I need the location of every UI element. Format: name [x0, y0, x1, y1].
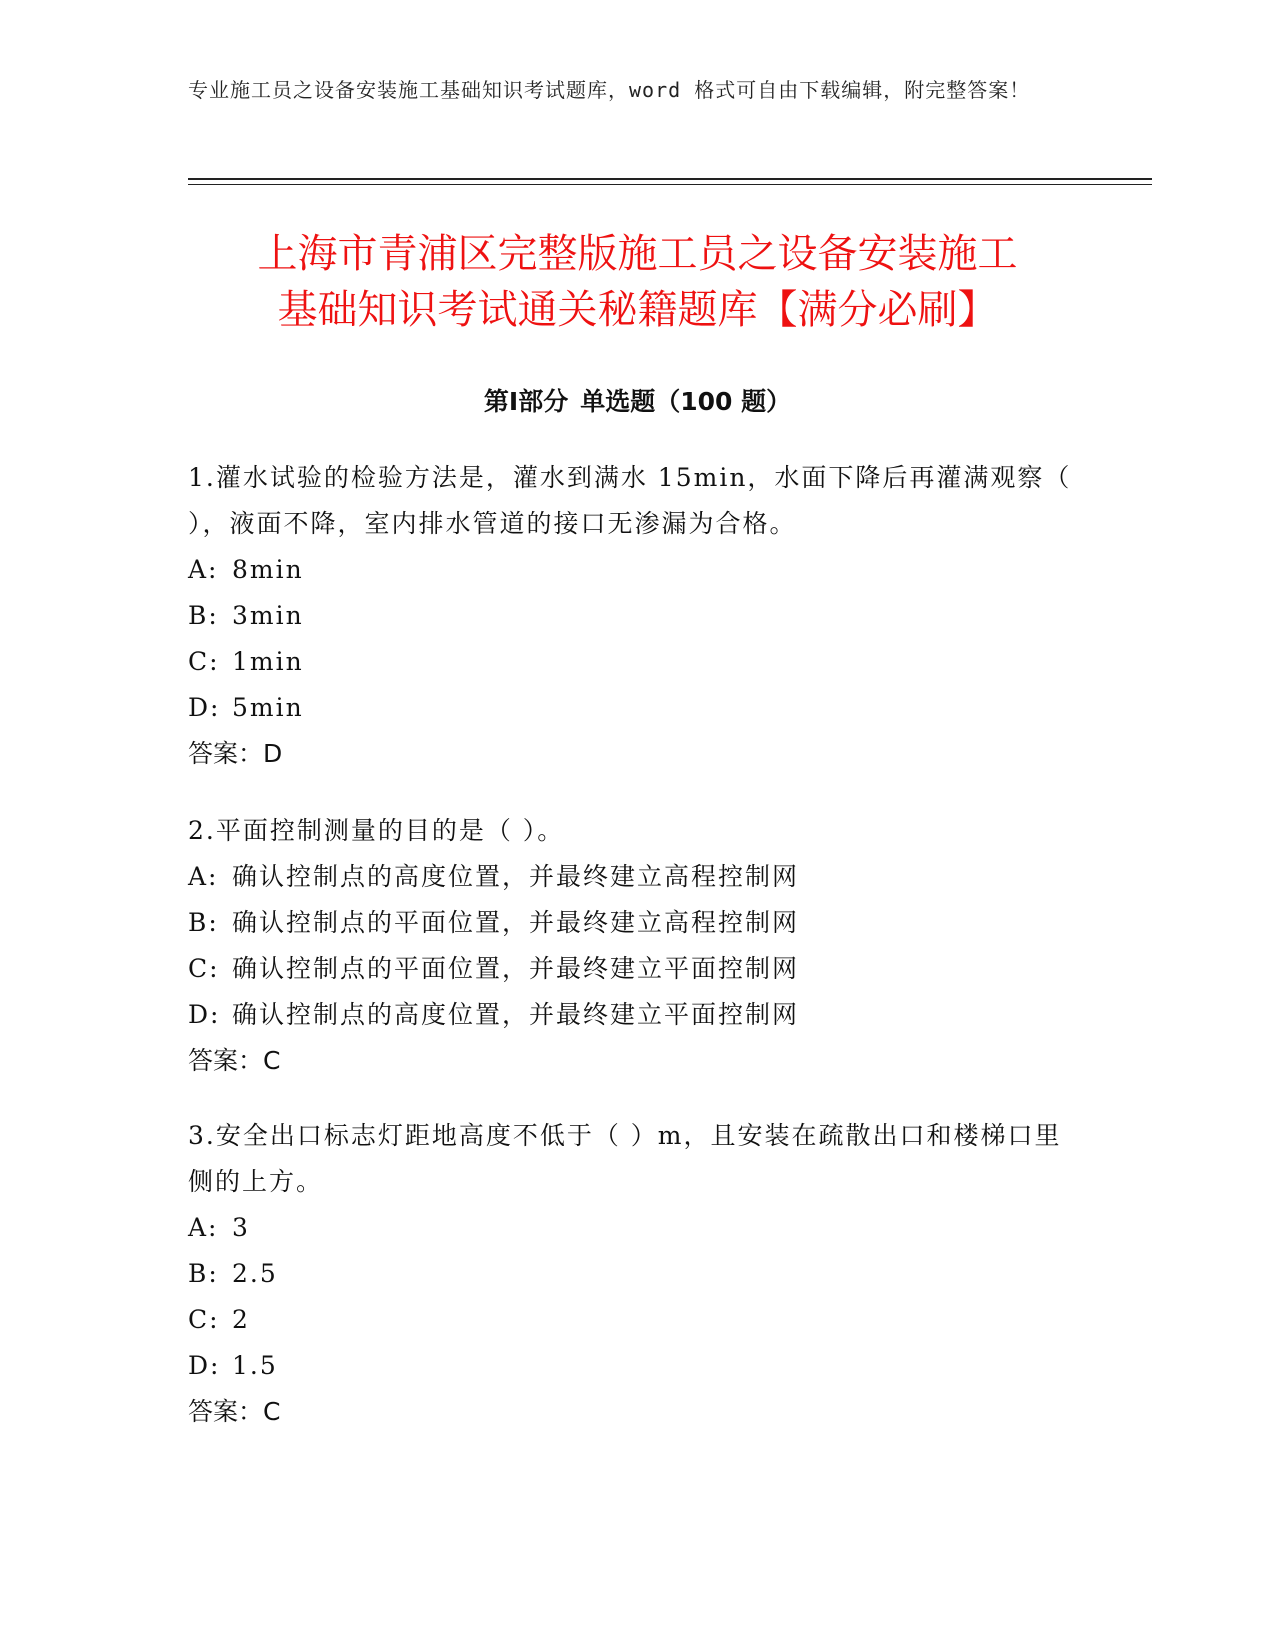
- option-text: 2: [232, 1305, 250, 1334]
- option-text: 确认控制点的平面位置，并最终建立高程控制网: [232, 908, 800, 937]
- option-letter: B:: [188, 601, 219, 630]
- option-text: 确认控制点的高度位置，并最终建立平面控制网: [232, 1000, 800, 1029]
- section-heading: [0, 385, 1275, 419]
- header-note: 专业施工员之设备安装施工基础知识考试题库，word 格式可自由下载编辑，附完整答案！: [188, 78, 1031, 102]
- option-letter: B:: [188, 908, 219, 937]
- document-title-line-1: 上海市青浦区完整版施工员之设备安装施工: [257, 231, 1018, 277]
- question-stem: 2.平面控制测量的目的是（ ）。: [188, 816, 565, 845]
- option-letter: C:: [188, 1305, 220, 1334]
- option-letter: D:: [188, 1351, 221, 1380]
- answer: 答案：C: [188, 1046, 281, 1075]
- answer: 答案：D: [188, 739, 283, 768]
- option-text: 确认控制点的高度位置，并最终建立高程控制网: [232, 862, 800, 891]
- option-a: [188, 547, 1088, 593]
- option-letter: C:: [188, 647, 220, 676]
- option-text: 8min: [232, 555, 304, 584]
- option-letter: B:: [188, 1259, 219, 1288]
- option-a: [188, 1205, 1088, 1251]
- option-c: [188, 639, 1088, 685]
- question-stem: 3.安全出口标志灯距地高度不低于（ ）m，且安装在疏散出口和楼梯口里侧的上方。: [188, 1121, 1062, 1196]
- document-title: [150, 226, 1125, 338]
- option-d: [188, 1343, 1088, 1389]
- question-2: [188, 808, 1088, 1084]
- option-text: 3: [232, 1213, 250, 1242]
- option-a: [188, 854, 1088, 900]
- answer: 答案：C: [188, 1397, 281, 1426]
- option-c: [188, 946, 1088, 992]
- question-3: [188, 1113, 1088, 1435]
- option-d: [188, 992, 1088, 1038]
- option-text: 2.5: [232, 1259, 278, 1288]
- option-text: 1min: [232, 647, 304, 676]
- option-text: 5min: [232, 693, 304, 722]
- header-rule-thin: [188, 184, 1152, 185]
- section-part: 第Ⅰ部分: [483, 387, 569, 416]
- option-b: [188, 900, 1088, 946]
- question-stem: 1.灌水试验的检验方法是，灌水到满水 15min，水面下降后再灌满观察（ ），液面不降，室内排水管道的接口无渗漏为合格。: [188, 463, 1072, 538]
- option-text: 确认控制点的平面位置，并最终建立平面控制网: [232, 954, 800, 983]
- header-rule-thick: [188, 178, 1152, 180]
- document-title-line-2: 基础知识考试通关秘籍题库【满分必刷】: [277, 287, 998, 333]
- option-b: [188, 593, 1088, 639]
- option-letter: A:: [188, 1213, 219, 1242]
- section-name: 单选题（100 题）: [580, 387, 792, 416]
- option-letter: D:: [188, 1000, 221, 1029]
- option-c: [188, 1297, 1088, 1343]
- question-1: [188, 455, 1088, 777]
- option-letter: D:: [188, 693, 221, 722]
- option-b: [188, 1251, 1088, 1297]
- option-text: 3min: [232, 601, 304, 630]
- option-letter: A:: [188, 862, 219, 891]
- option-letter: A:: [188, 555, 219, 584]
- option-text: 1.5: [232, 1351, 278, 1380]
- option-d: [188, 685, 1088, 731]
- option-letter: C:: [188, 954, 220, 983]
